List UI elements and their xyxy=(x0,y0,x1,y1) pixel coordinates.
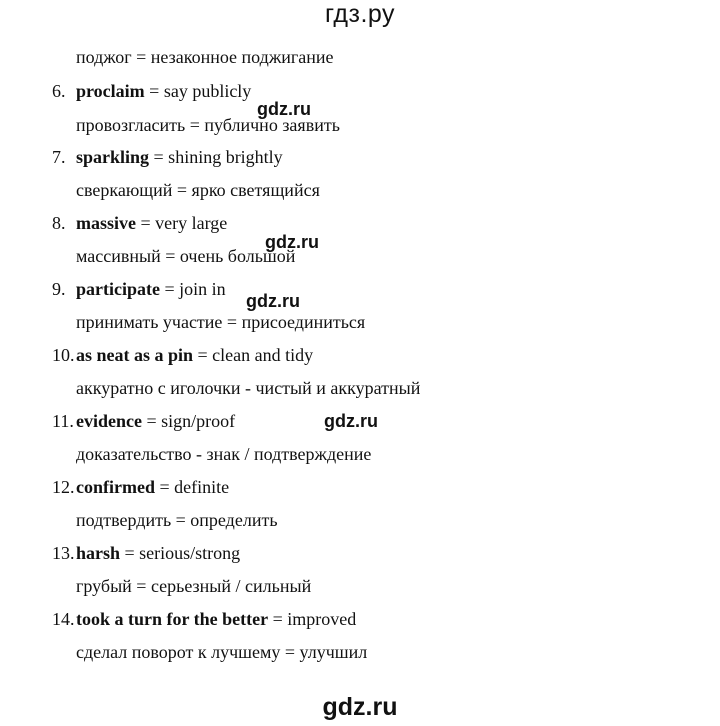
item-definition: = shining brightly xyxy=(149,147,283,167)
vocab-item-9 xyxy=(52,278,226,300)
vocab-translation-14: сделал поворот к лучшему = улучшил xyxy=(76,642,368,662)
item-number: 7. xyxy=(52,147,66,167)
item-term: participate xyxy=(76,279,160,299)
item-term: evidence xyxy=(76,411,142,431)
item-definition: = serious/strong xyxy=(120,543,241,563)
site-header: гдз.ру xyxy=(324,0,396,28)
vocab-translation-12: подтвердить = определить xyxy=(76,510,278,530)
item-definition: = improved xyxy=(268,609,357,629)
vocab-item-8 xyxy=(52,212,227,234)
item-definition: = very large xyxy=(136,213,228,233)
item-number: 6. xyxy=(52,81,66,101)
item-definition: = clean and tidy xyxy=(193,345,314,365)
vocab-translation-10: аккуратно с иголочки - чистый и аккуратный xyxy=(76,378,421,398)
watermark: gdz.ru xyxy=(324,411,378,431)
vocab-item-7 xyxy=(52,146,283,168)
watermark: gdz.ru xyxy=(246,291,300,311)
item-term: proclaim xyxy=(76,81,145,101)
vocab-item-12 xyxy=(52,476,229,498)
item-term: massive xyxy=(76,213,136,233)
vocab-item-13 xyxy=(52,542,240,564)
item-definition: = sign/proof xyxy=(141,411,236,431)
vocab-translation-7: сверкающий = ярко светящийся xyxy=(76,180,320,200)
vocab-item-14 xyxy=(52,608,356,630)
item-definition: = say publicly xyxy=(144,81,252,101)
item-number: 11. xyxy=(52,411,74,431)
vocab-item-6 xyxy=(52,80,251,102)
site-footer: gdz.ru xyxy=(322,693,398,721)
item-term: as neat as a pin xyxy=(76,345,194,365)
vocab-translation-11: доказательство - знак / подтверждение xyxy=(76,444,372,464)
item-term: confirmed xyxy=(76,477,155,497)
item-number: 10. xyxy=(52,345,75,365)
watermark: gdz.ru xyxy=(257,99,311,119)
item-number: 8. xyxy=(52,213,66,233)
item-definition: = definite xyxy=(154,477,230,497)
item-term: took a turn for the better xyxy=(76,609,269,629)
vocab-translation-13: грубый = серьезный / сильный xyxy=(76,576,312,596)
item-number: 12. xyxy=(52,477,75,497)
item-number: 9. xyxy=(52,279,66,299)
vocab-item-10 xyxy=(52,344,313,366)
intro-translation-line: поджог = незаконное поджигание xyxy=(76,47,334,67)
item-term: sparkling xyxy=(76,147,150,167)
item-number: 13. xyxy=(52,543,75,563)
vocab-translation-9: принимать участие = присоединиться xyxy=(76,312,366,332)
vocab-translation-8: массивный = очень большой xyxy=(76,246,296,266)
item-number: 14. xyxy=(52,609,75,629)
item-definition: = join in xyxy=(159,279,226,299)
vocab-item-11 xyxy=(52,410,235,432)
watermark: gdz.ru xyxy=(265,232,319,252)
vocab-translation-6: провозгласить = публично заявить xyxy=(76,115,340,135)
item-term: harsh xyxy=(76,543,121,563)
